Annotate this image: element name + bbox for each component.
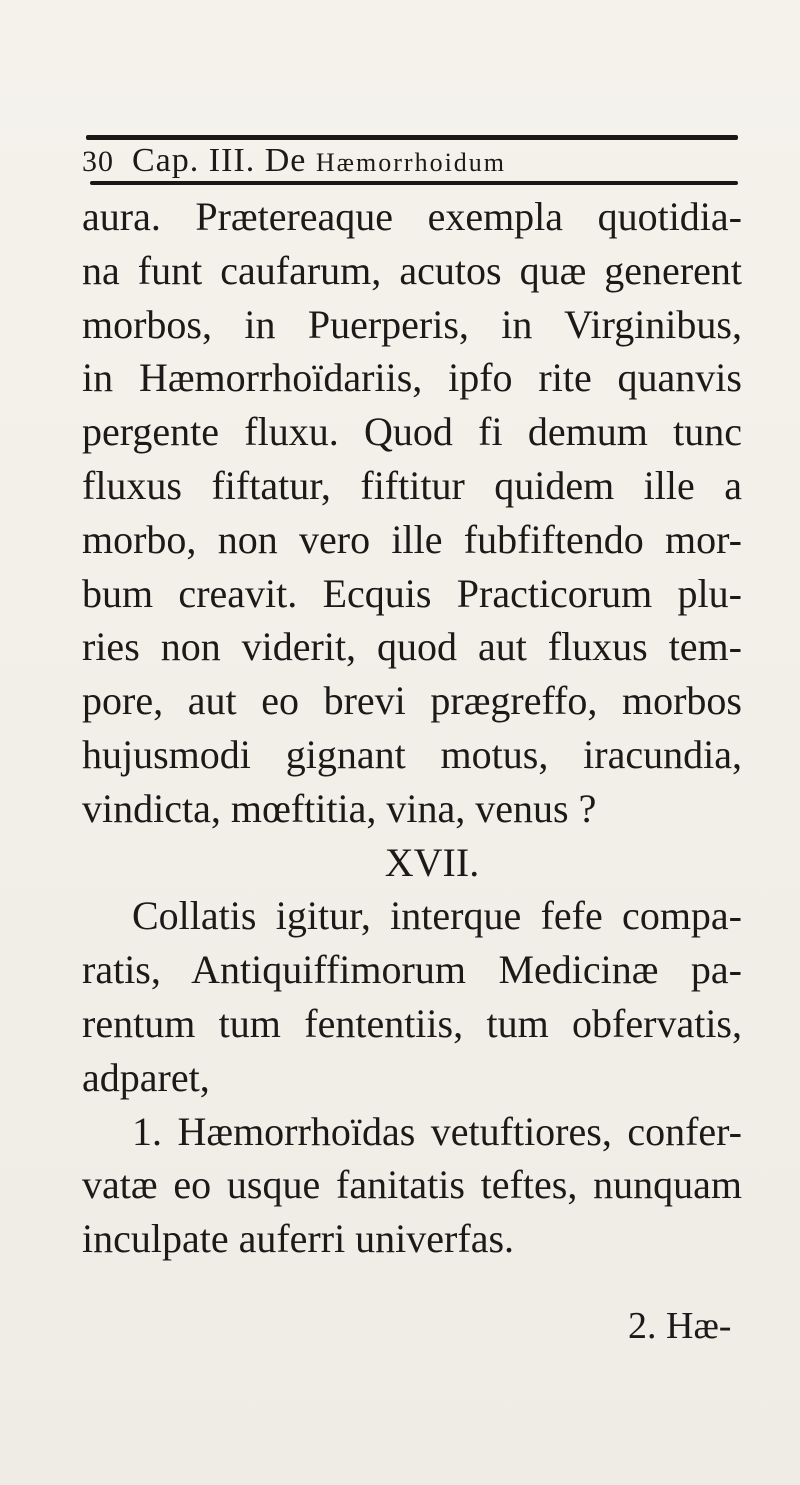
text-line: fluxus fiftatur, fiftitur quidem ille a [82, 462, 742, 508]
text-line: pore, aut eo brevi prægreffo, morbos [82, 678, 742, 724]
text-line: adparet, [82, 1054, 210, 1100]
text-line: inculpate auferri univerfas. [82, 1216, 515, 1262]
text-line: 1. Hæmorrhoïdas vetuftiores, confer- [132, 1108, 742, 1154]
page-number: 30 [82, 145, 114, 178]
catchword: 2. Hæ- [628, 1305, 732, 1347]
body-text [82, 190, 742, 1266]
text-line: ratis, Antiquiffimorum Medicinæ pa- [82, 947, 742, 993]
running-head-chapter: Cap. III. [132, 142, 256, 179]
text-line: aura. Prætereaque exempla quotidia- [82, 194, 742, 239]
text-line: pergente fluxu. Quod fi demum tunc [82, 409, 742, 455]
header-rule-bottom [90, 181, 738, 185]
text-line: Collatis igitur, interque fefe compa- [132, 893, 742, 939]
text-line: vindicta, mœftitia, vina, venus ? [82, 785, 597, 831]
text-line: vatæ eo usque fanitatis teftes, nunquam [82, 1162, 742, 1208]
section-number: XVII. [384, 839, 480, 885]
running-head-title: Hæmorrhoidum [315, 148, 507, 177]
running-head-de: De [264, 142, 307, 179]
text-line: na funt caufarum, acutos quæ generent [82, 247, 742, 293]
running-head [132, 142, 506, 180]
text-line: bum creavit. Ecquis Practicorum plu- [82, 570, 742, 616]
header-rule-top [86, 135, 738, 140]
text-line: in Hæmorrhoïdariis, ipfo rite quanvis [82, 355, 742, 401]
text-line: rentum tum fententiis, tum obfervatis, [82, 1000, 742, 1046]
text-line: hujusmodi gignant motus, iracundia, [82, 731, 742, 777]
text-line: ries non viderit, quod aut fluxus tem- [82, 624, 742, 670]
text-line: morbos, in Puerperis, in Virginibus, [82, 301, 742, 347]
text-line: morbo, non vero ille fubfiftendo mor- [82, 516, 742, 562]
